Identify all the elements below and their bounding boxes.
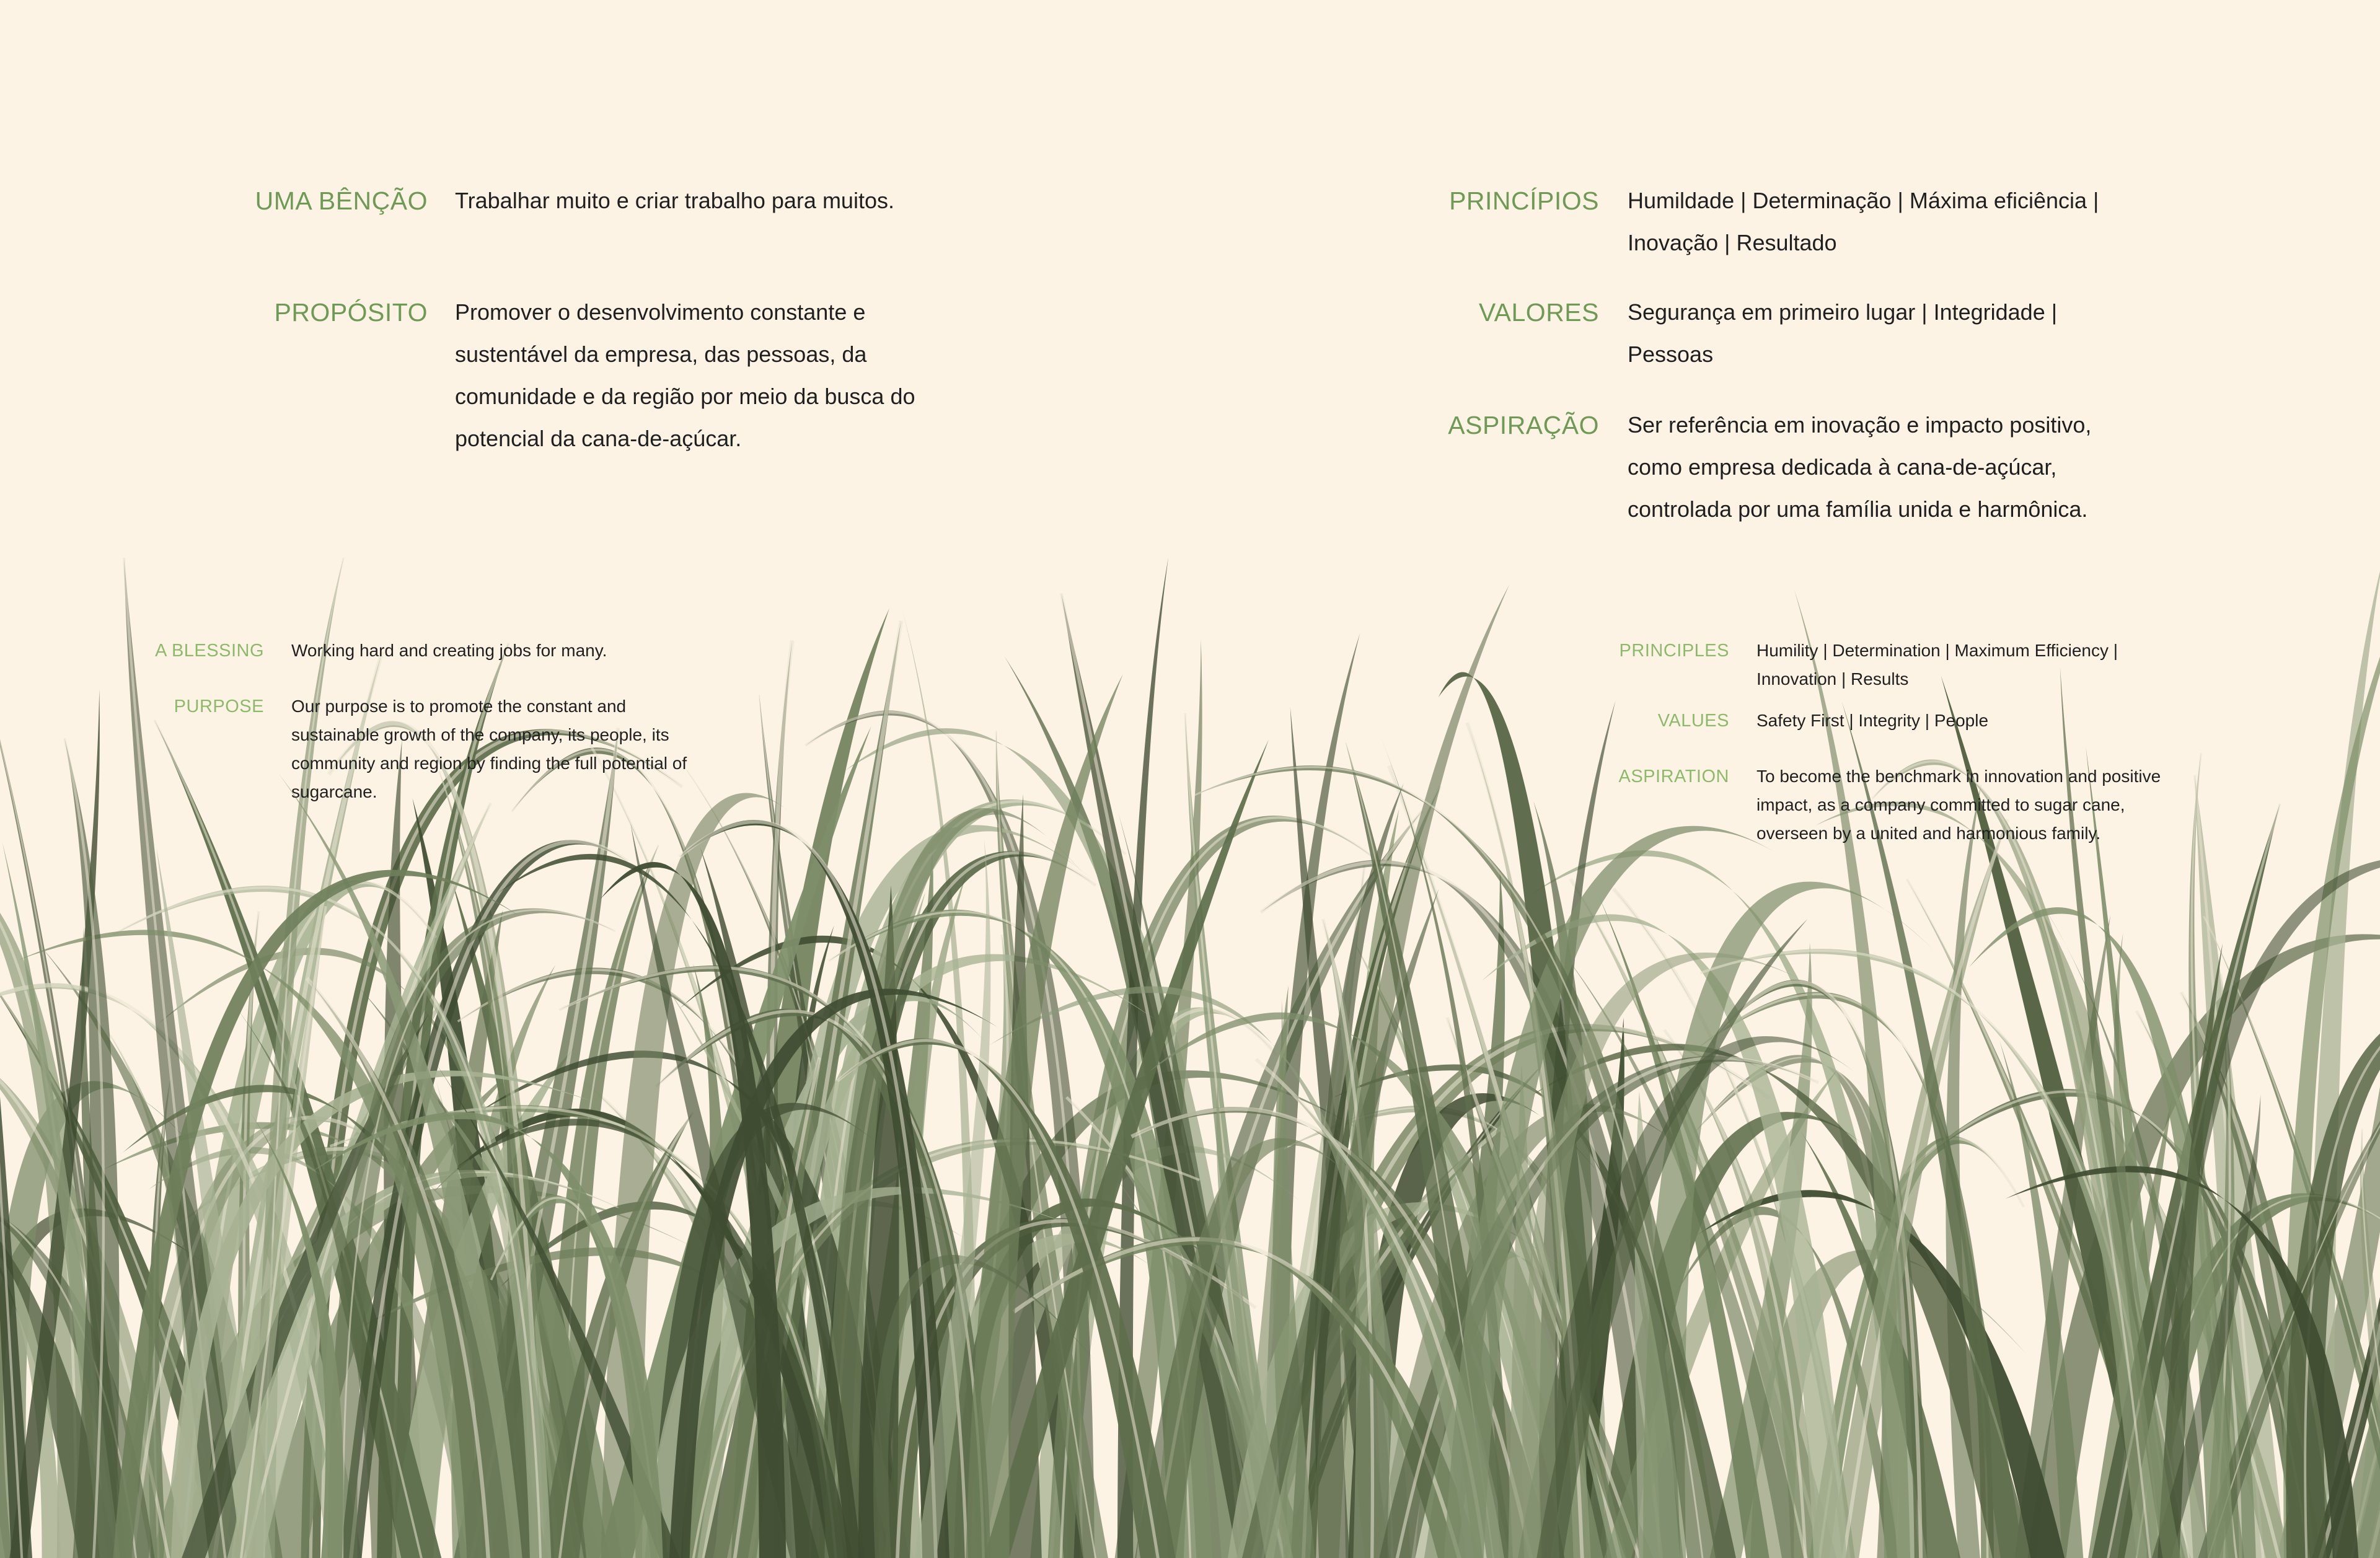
text-line: sustainable growth of the company, its people, its [291,725,669,744]
text-line: Segurança em primeiro lugar | Integridade | [1628,299,2058,325]
text-line: Humility | Determination | Maximum Efficiency | [1756,641,2118,660]
text-line: Inovação | Resultado [1628,230,1837,255]
pt-principles-label: PRINCÍPIOS [1449,187,1599,215]
text-line: overseen by a united and harmonious family. [1756,824,2101,843]
text-line: como empresa dedicada à cana-de-açúcar, [1628,454,2057,480]
text-line: sugarcane. [291,782,377,801]
pt-purpose-row [236,291,1013,460]
pt-blessing-text: Trabalhar muito e criar trabalho para muitos. [455,188,894,213]
en-aspiration-text [1756,762,2283,848]
pt-purpose-label: PROPÓSITO [274,298,428,327]
en-purpose-row [124,692,787,806]
text-line: community and region by finding the full potential of [291,754,687,773]
en-aspiration-row [1574,762,2283,848]
en-purpose-text [291,692,787,806]
text-line: Pessoas [1628,341,1714,367]
text-line: potencial da cana-de-açúcar. [455,426,742,451]
en-principles-row [1574,636,2283,693]
en-values-text: Safety First | Integrity | People [1756,711,1989,730]
pt-principles-row [1376,180,2247,264]
en-values-label: VALUES [1657,711,1729,731]
text-line: impact, as a company committed to sugar cane, [1756,795,2125,814]
en-blessing-row [124,636,787,665]
en-principles-text [1756,636,2283,693]
text-line: Ser referência em inovação e impacto positivo, [1628,412,2092,438]
en-blessing-label: A BLESSING [155,641,264,661]
pt-values-row [1376,291,2247,376]
pt-aspiration-label: ASPIRAÇÃO [1448,411,1599,439]
en-blessing-text: Working hard and creating jobs for many. [291,641,607,660]
en-aspiration-label: ASPIRATION [1618,767,1729,786]
text-line: comunidade e da região por meio da busca do [455,384,915,409]
text-line: Humildade | Determinação | Máxima eficiência | [1628,188,2099,213]
pt-blessing-label: UMA BÊNÇÃO [255,187,428,215]
pt-blessing-row [236,180,1013,222]
en-principles-label: PRINCIPLES [1619,641,1729,661]
text-line: sustentável da empresa, das pessoas, da [455,341,867,367]
en-values-row [1574,706,2283,735]
text-line: Promover o desenvolvimento constante e [455,299,866,325]
pt-aspiration-text [1628,404,2247,530]
text-line: controlada por uma família unida e harmônica. [1628,496,2088,522]
pt-values-label: VALORES [1478,298,1599,327]
en-purpose-label: PURPOSE [174,697,264,716]
pt-purpose-text [455,291,1013,460]
text-line: To become the benchmark in innovation and positive [1756,767,2161,786]
text-line: Innovation | Results [1756,669,1909,689]
pt-values-text [1628,291,2247,376]
pt-principles-text [1628,180,2247,264]
pt-aspiration-row [1376,404,2247,530]
text-line: Our purpose is to promote the constant and [291,697,627,716]
